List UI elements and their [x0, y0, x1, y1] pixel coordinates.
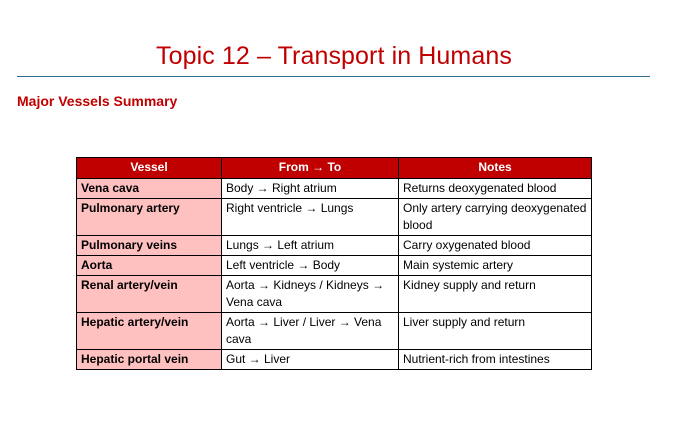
- column-header-notes: Notes: [399, 158, 592, 179]
- vessel-cell: Vena cava: [77, 179, 222, 199]
- section-heading: Major Vessels Summary: [17, 93, 178, 109]
- notes-cell: Returns deoxygenated blood: [399, 179, 592, 199]
- title-divider: [17, 76, 650, 77]
- table-row: [77, 313, 592, 350]
- notes-cell: Nutrient-rich from intestines: [399, 350, 592, 370]
- vessel-cell: Aorta: [77, 256, 222, 276]
- table-row: [77, 276, 592, 313]
- from-to-cell: Lungs → Left atrium: [222, 236, 399, 256]
- vessel-cell: Pulmonary veins: [77, 236, 222, 256]
- vessel-cell: Hepatic portal vein: [77, 350, 222, 370]
- from-to-cell: Aorta → Kidneys / Kidneys → Vena cava: [222, 276, 399, 313]
- table-row: [77, 256, 592, 276]
- column-header-vessel: Vessel: [77, 158, 222, 179]
- from-to-cell: Aorta → Liver / Liver → Vena cava: [222, 313, 399, 350]
- table-row: [77, 236, 592, 256]
- table-row: [77, 199, 592, 236]
- table-row: [77, 179, 592, 199]
- from-to-cell: Left ventricle → Body: [222, 256, 399, 276]
- notes-cell: Liver supply and return: [399, 313, 592, 350]
- notes-cell: Only artery carrying deoxygenated blood: [399, 199, 592, 236]
- column-header-from-to: From → To: [222, 158, 399, 179]
- notes-cell: Kidney supply and return: [399, 276, 592, 313]
- table-header-row: [77, 158, 592, 179]
- vessel-cell: Pulmonary artery: [77, 199, 222, 236]
- from-to-cell: Body → Right atrium: [222, 179, 399, 199]
- from-to-cell: Gut → Liver: [222, 350, 399, 370]
- vessels-table: [76, 157, 592, 370]
- table-row: [77, 350, 592, 370]
- notes-cell: Carry oxygenated blood: [399, 236, 592, 256]
- vessel-cell: Hepatic artery/vein: [77, 313, 222, 350]
- notes-cell: Main systemic artery: [399, 256, 592, 276]
- from-to-cell: Right ventricle → Lungs: [222, 199, 399, 236]
- page-title: Topic 12 – Transport in Humans: [156, 42, 512, 70]
- vessel-cell: Renal artery/vein: [77, 276, 222, 313]
